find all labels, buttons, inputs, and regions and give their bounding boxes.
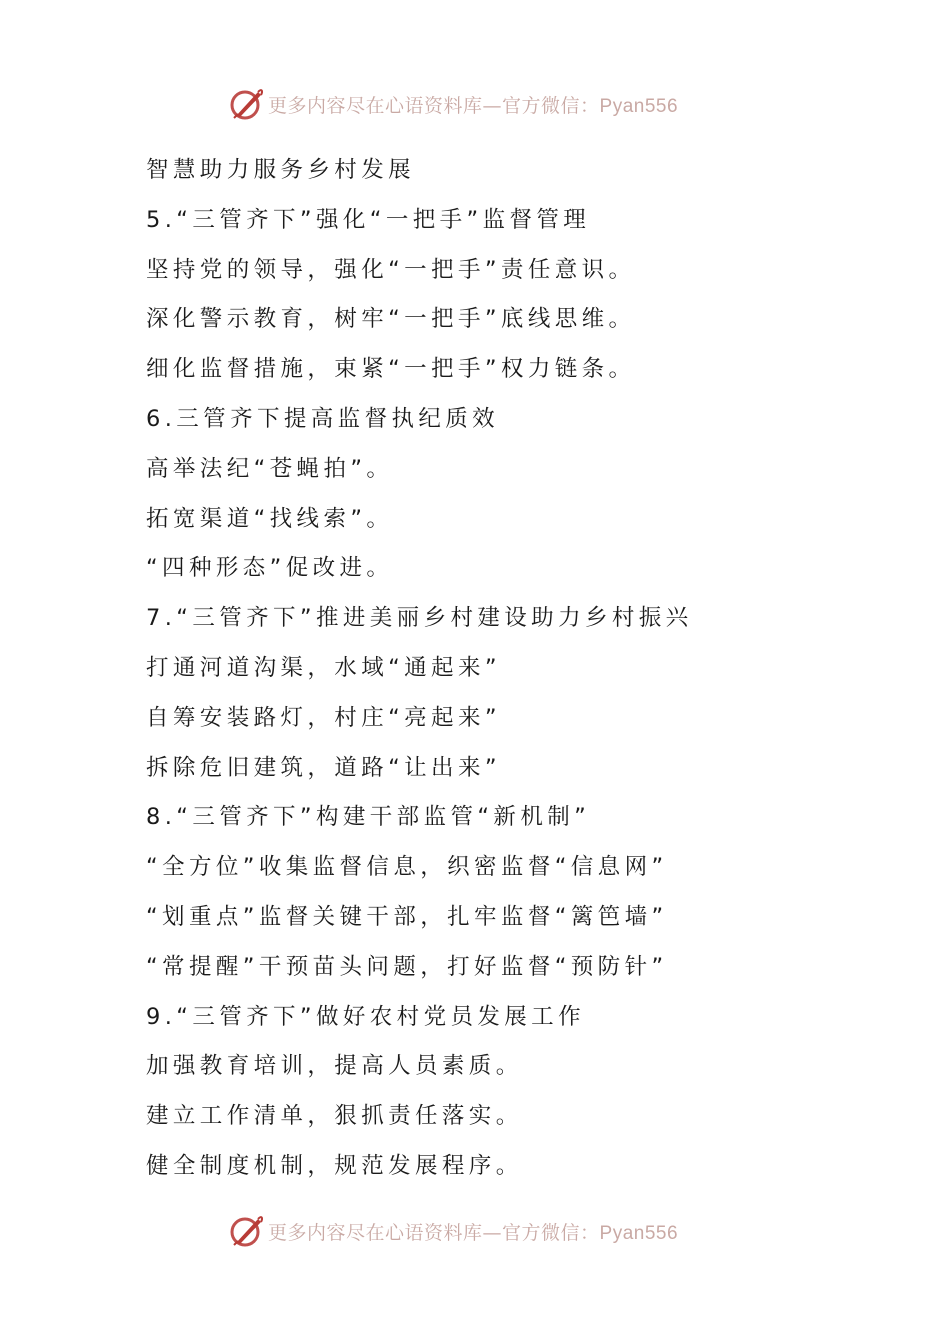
paragraph: 建立工作清单，狠抓责任落实。 — [146, 1103, 523, 1130]
section-heading: 8.“三管齐下”构建干部监管“新机制” — [146, 804, 591, 831]
paragraph: 拓宽渠道“找线索”。 — [146, 505, 394, 532]
paragraph: 智慧助力服务乡村发展 — [146, 157, 416, 183]
section-heading: 6.三管齐下提高监督执纪质效 — [146, 405, 500, 432]
paragraph: 健全制度机制，规范发展程序。 — [146, 1152, 523, 1179]
section-heading: 7.“三管齐下”推进美丽乡村建设助力乡村振兴 — [146, 605, 693, 632]
paragraph: 高举法纪“苍蝇拍”。 — [146, 455, 394, 482]
quill-logo-icon — [228, 86, 264, 122]
section-heading: 9.“三管齐下”做好农村党员发展工作 — [146, 1003, 585, 1030]
watermark-label: 更多内容尽在心语资料库—官方微信： — [268, 1221, 600, 1244]
watermark-text — [268, 91, 678, 118]
footer-watermark — [228, 1211, 678, 1251]
paragraph: 加强教育培训，提高人员素质。 — [146, 1053, 523, 1080]
paragraph: “四种形态”促改进。 — [146, 555, 394, 582]
paragraph: “全方位”收集监督信息，织密监督“信息网” — [146, 854, 668, 881]
paragraph: “划重点”监督关键干部，扎牢监督“篱笆墙” — [146, 903, 668, 930]
document-body — [146, 146, 846, 1192]
watermark-text — [268, 1218, 678, 1245]
paragraph: 拆除危旧建筑，道路“让出来” — [146, 754, 501, 781]
watermark-wechat-id: Pyan556 — [599, 95, 679, 117]
paragraph: 自筹安装路灯，村庄“亮起来” — [146, 704, 501, 731]
quill-logo-icon — [228, 1213, 264, 1249]
watermark-label: 更多内容尽在心语资料库—官方微信： — [268, 94, 600, 117]
paragraph: 打通河道沟渠，水域“通起来” — [146, 654, 501, 681]
paragraph: 细化监督措施，束紧“一把手”权力链条。 — [146, 356, 636, 383]
section-heading: 5.“三管齐下”强化“一把手”监督管理 — [146, 206, 591, 233]
paragraph: 坚持党的领导，强化“一把手”责任意识。 — [146, 256, 636, 283]
paragraph: 深化警示教育，树牢“一把手”底线思维。 — [146, 306, 636, 333]
header-watermark — [228, 84, 678, 124]
paragraph: “常提醒”干预苗头问题，打好监督“预防针” — [146, 953, 668, 980]
watermark-wechat-id: Pyan556 — [599, 1222, 679, 1244]
